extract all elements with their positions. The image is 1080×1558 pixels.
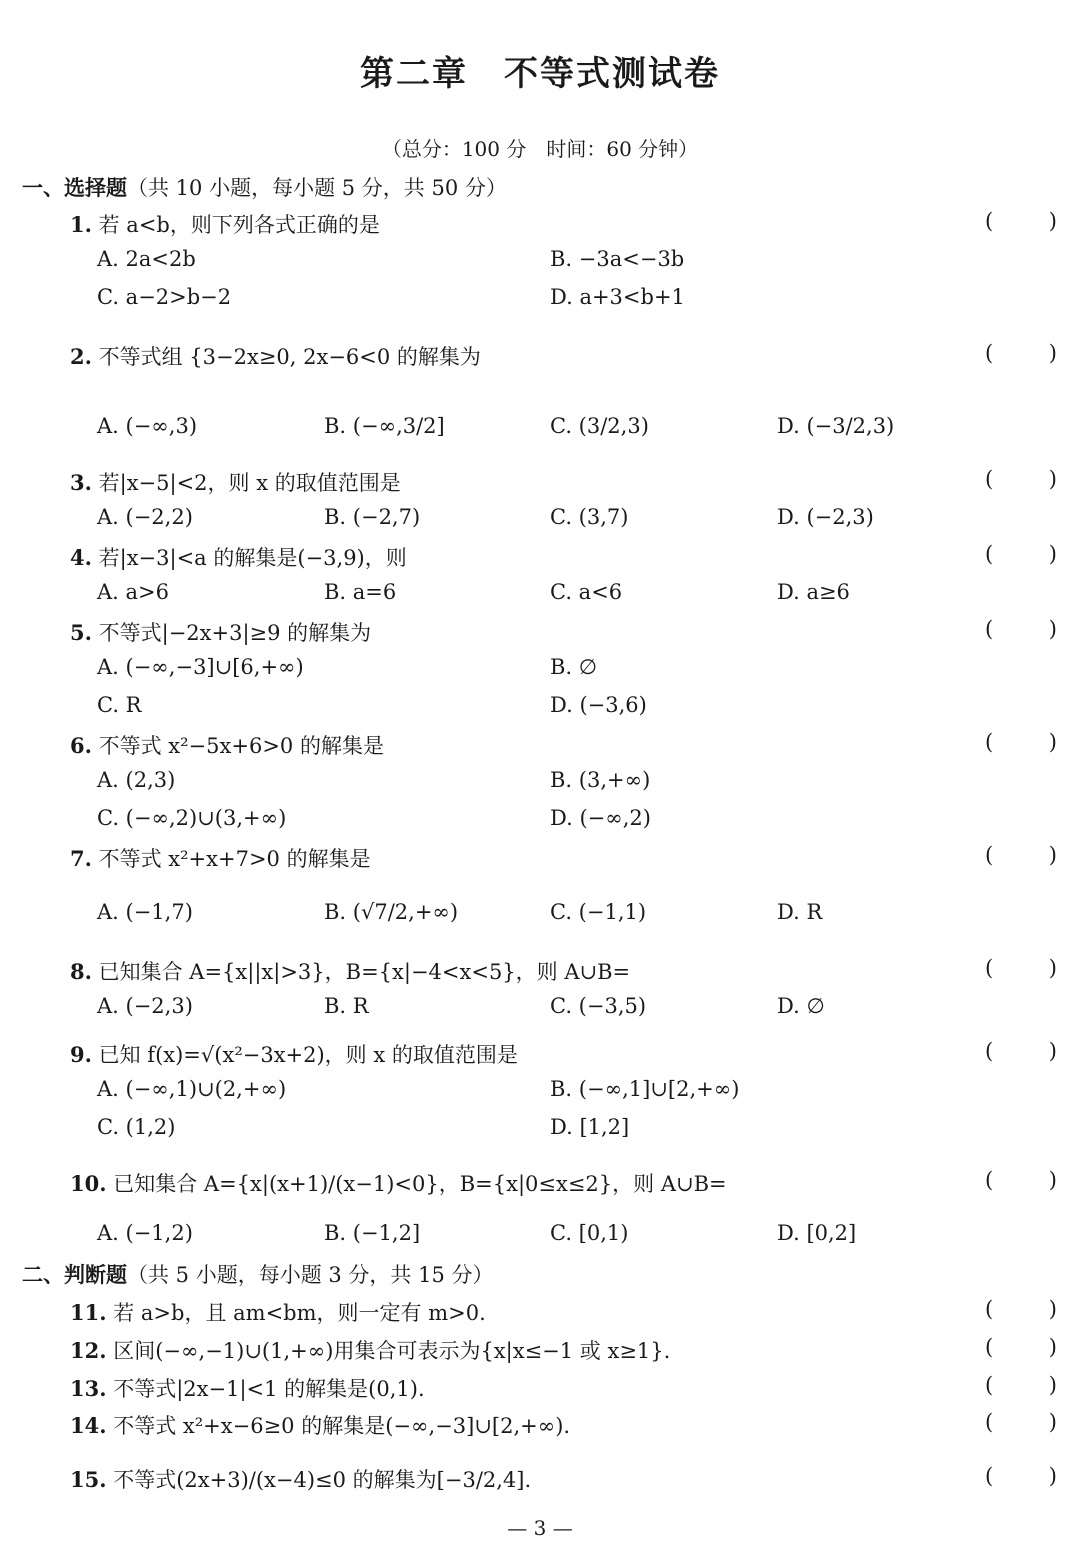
- question-text: 不等式 x²+x−6≥0 的解集是(−∞,−3]∪[2,+∞).: [113, 1414, 571, 1438]
- paren-close: ): [1048, 1373, 1057, 1397]
- question-9: [70, 1039, 518, 1069]
- page-title: 第二章 不等式测试卷: [360, 54, 720, 94]
- option-d: D. (−3/2,3): [777, 414, 895, 438]
- paren-open: (: [985, 1373, 994, 1397]
- paren-open: (: [985, 542, 994, 566]
- question-text: 不等式 x²+x+7>0 的解集是: [98, 847, 371, 871]
- answer-blank: [985, 730, 1057, 754]
- answer-blank: [985, 1373, 1057, 1397]
- option-a: A. (−∞,3): [97, 414, 198, 438]
- option-a: A. (−1,2): [97, 1221, 193, 1245]
- question-text: 若 a>b，且 am<bm，则一定有 m>0.: [113, 1301, 486, 1325]
- option-b: B. −3a<−3b: [550, 247, 685, 271]
- option-a: A. (−2,2): [97, 505, 193, 529]
- paren-close: ): [1048, 209, 1057, 233]
- option-d: D. [1,2]: [550, 1115, 630, 1139]
- answer-blank: [985, 1464, 1057, 1488]
- question-8: [70, 956, 630, 986]
- option-b: B. (−∞,1]∪[2,+∞): [550, 1077, 740, 1101]
- option-c: C. (−∞,2)∪(3,+∞): [97, 806, 287, 830]
- question-number: 5.: [70, 620, 92, 645]
- question-14: [70, 1410, 570, 1440]
- question-12: [70, 1335, 670, 1365]
- paren-open: (: [985, 617, 994, 641]
- paren-close: ): [1048, 467, 1057, 491]
- question-13: [70, 1373, 425, 1403]
- question-3: [70, 467, 401, 497]
- question-10: [70, 1168, 727, 1198]
- paren-open: (: [985, 1464, 994, 1488]
- question-text: 不等式|−2x+3|≥9 的解集为: [98, 621, 372, 645]
- question-11: [70, 1297, 486, 1327]
- option-d: D. a≥6: [777, 580, 850, 604]
- option-b: B. a=6: [324, 580, 397, 604]
- option-c: C. (3/2,3): [550, 414, 649, 438]
- question-number: 14.: [70, 1413, 107, 1438]
- answer-blank: [985, 341, 1057, 365]
- paren-open: (: [985, 341, 994, 365]
- option-b: B. (√7/2,+∞): [324, 900, 459, 924]
- question-number: 9.: [70, 1042, 92, 1067]
- option-a: A. (2,3): [97, 768, 176, 792]
- question-1: [70, 209, 380, 239]
- option-a: A. 2a<2b: [97, 247, 196, 271]
- question-number: 12.: [70, 1338, 107, 1363]
- section-title: 二、判断题: [22, 1262, 127, 1287]
- paren-open: (: [985, 209, 994, 233]
- option-b: B. (−2,7): [324, 505, 421, 529]
- option-b: B. (−1,2]: [324, 1221, 421, 1245]
- question-text: 不等式(2x+3)/(x−4)≤0 的解集为[−3/2,4].: [113, 1468, 532, 1492]
- answer-blank: [985, 843, 1057, 867]
- option-a: A. a>6: [97, 580, 169, 604]
- question-4: [70, 542, 407, 572]
- question-text: 若|x−3|<a 的解集是(−3,9)，则: [98, 546, 407, 570]
- paren-close: ): [1048, 542, 1057, 566]
- question-number: 13.: [70, 1376, 107, 1401]
- question-7: [70, 843, 371, 873]
- question-number: 7.: [70, 846, 92, 871]
- question-text: 已知集合 A={x|(x+1)/(x−1)<0}，B={x|0≤x≤2}，则 A∪B=: [113, 1172, 727, 1196]
- option-c: C. (−3,5): [550, 994, 647, 1018]
- section-header-judgment: [22, 1259, 494, 1289]
- option-c: C. (3,7): [550, 505, 629, 529]
- option-b: B. ∅: [550, 655, 598, 679]
- option-b: B. R: [324, 994, 369, 1018]
- question-number: 2.: [70, 344, 92, 369]
- option-d: D. (−∞,2): [550, 806, 651, 830]
- paren-close: ): [1048, 1039, 1057, 1063]
- section-note: （共 5 小题，每小题 3 分，共 15 分）: [127, 1263, 494, 1287]
- question-5: [70, 617, 371, 647]
- paren-close: ): [1048, 843, 1057, 867]
- exam-info: （总分：100 分 时间：60 分钟）: [381, 137, 699, 161]
- paren-open: (: [985, 1297, 994, 1321]
- question-text: 已知集合 A={x||x|>3}，B={x|−4<x<5}，则 A∪B=: [98, 960, 631, 984]
- option-c: C. [0,1): [550, 1221, 629, 1245]
- paren-open: (: [985, 1039, 994, 1063]
- paren-open: (: [985, 956, 994, 980]
- question-text: 若 a<b，则下列各式正确的是: [98, 213, 380, 237]
- question-number: 1.: [70, 212, 92, 237]
- answer-blank: [985, 956, 1057, 980]
- paren-close: ): [1048, 617, 1057, 641]
- section-note: （共 10 小题，每小题 5 分，共 50 分）: [127, 176, 507, 200]
- option-d: D. a+3<b+1: [550, 285, 685, 309]
- paren-open: (: [985, 1410, 994, 1434]
- question-number: 10.: [70, 1171, 107, 1196]
- option-d: D. (−3,6): [550, 693, 647, 717]
- section-header-choice: [22, 172, 507, 202]
- paren-close: ): [1048, 1410, 1057, 1434]
- option-c: C. (−1,1): [550, 900, 647, 924]
- answer-blank: [985, 1410, 1057, 1434]
- option-d: D. ∅: [777, 994, 825, 1018]
- option-b: B. (−∞,3/2]: [324, 414, 445, 438]
- paren-open: (: [985, 1335, 994, 1359]
- section-title: 一、选择题: [22, 175, 127, 200]
- option-a: A. (−2,3): [97, 994, 193, 1018]
- paren-close: ): [1048, 1335, 1057, 1359]
- option-d: D. [0,2]: [777, 1221, 857, 1245]
- answer-blank: [985, 1168, 1057, 1192]
- question-6: [70, 730, 384, 760]
- question-number: 4.: [70, 545, 92, 570]
- answer-blank: [985, 1335, 1057, 1359]
- question-text: 不等式 x²−5x+6>0 的解集是: [98, 734, 384, 758]
- answer-blank: [985, 542, 1057, 566]
- answer-blank: [985, 617, 1057, 641]
- question-text: 不等式组 {3−2x≥0, 2x−6<0 的解集为: [98, 345, 481, 369]
- option-c: C. (1,2): [97, 1115, 176, 1139]
- answer-blank: [985, 1297, 1057, 1321]
- paren-open: (: [985, 1168, 994, 1192]
- answer-blank: [985, 467, 1057, 491]
- option-b: B. (3,+∞): [550, 768, 651, 792]
- question-number: 6.: [70, 733, 92, 758]
- question-text: 若|x−5|<2，则 x 的取值范围是: [98, 471, 401, 495]
- question-2: [70, 341, 481, 371]
- question-number: 3.: [70, 470, 92, 495]
- paren-close: ): [1048, 341, 1057, 365]
- paren-open: (: [985, 843, 994, 867]
- paren-open: (: [985, 467, 994, 491]
- page-number: — 3 —: [507, 1516, 573, 1540]
- question-number: 15.: [70, 1467, 107, 1492]
- question-number: 11.: [70, 1300, 107, 1325]
- option-c: C. a<6: [550, 580, 623, 604]
- question-text: 区间(−∞,−1)∪(1,+∞)用集合可表示为{x|x≤−1 或 x≥1}.: [113, 1339, 671, 1363]
- paren-close: ): [1048, 1168, 1057, 1192]
- paren-close: ): [1048, 1297, 1057, 1321]
- question-15: [70, 1464, 531, 1494]
- answer-blank: [985, 1039, 1057, 1063]
- paren-close: ): [1048, 730, 1057, 754]
- answer-blank: [985, 209, 1057, 233]
- option-a: A. (−1,7): [97, 900, 193, 924]
- option-c: C. R: [97, 693, 142, 717]
- paren-open: (: [985, 730, 994, 754]
- option-a: A. (−∞,−3]∪[6,+∞): [97, 655, 304, 679]
- option-d: D. (−2,3): [777, 505, 874, 529]
- question-text: 已知 f(x)=√(x²−3x+2)，则 x 的取值范围是: [98, 1043, 518, 1067]
- option-a: A. (−∞,1)∪(2,+∞): [97, 1077, 287, 1101]
- question-text: 不等式|2x−1|<1 的解集是(0,1).: [113, 1377, 425, 1401]
- option-c: C. a−2>b−2: [97, 285, 232, 309]
- question-number: 8.: [70, 959, 92, 984]
- paren-close: ): [1048, 1464, 1057, 1488]
- option-d: D. R: [777, 900, 823, 924]
- paren-close: ): [1048, 956, 1057, 980]
